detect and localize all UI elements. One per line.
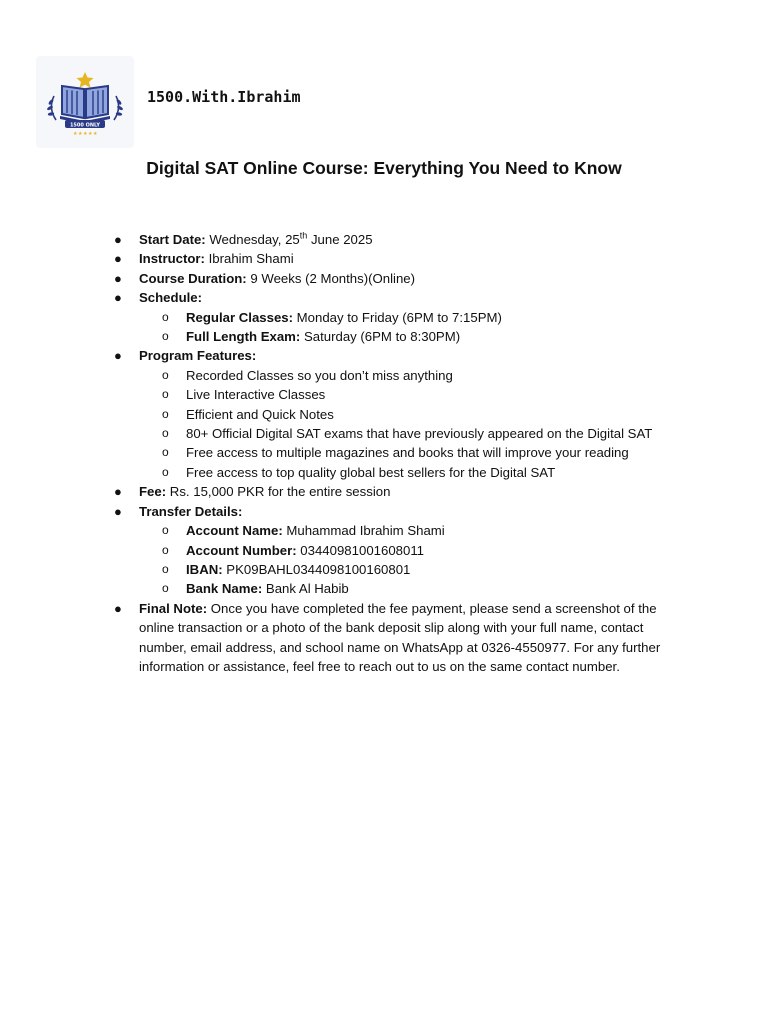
feature-item: [114, 366, 674, 385]
fee-label: Fee:: [139, 484, 167, 500]
instructor-value: Ibrahim Shami: [204, 251, 294, 267]
sub-bullet-icon: o: [162, 426, 169, 441]
list-item-duration: [114, 269, 674, 288]
sub-item-iban: [114, 560, 674, 579]
iban-value: PK09BAHL0344098100160801: [222, 561, 411, 577]
sub-bullet-icon: o: [162, 464, 169, 479]
sub-item-account-number: [114, 541, 674, 560]
sub-bullet-icon: o: [162, 406, 169, 421]
bullet-icon: ●: [114, 484, 122, 500]
regular-classes-value: Monday to Friday (6PM to 7:15PM): [293, 309, 502, 325]
list-item-transfer-details: [114, 502, 674, 521]
svg-text:★: ★: [73, 131, 78, 137]
list-item-instructor: [114, 249, 674, 268]
list-item-program-features: [114, 346, 674, 365]
sub-item-account-name: [114, 521, 674, 540]
program-features-label: Program Features:: [139, 348, 257, 364]
feature-text: 80+ Official Digital SAT exams that have previously appeared on the Digital SAT: [186, 426, 653, 442]
account-number-value: 03440981001608011: [296, 542, 425, 558]
feature-text: Live Interactive Classes: [186, 387, 326, 403]
page-title: Digital SAT Online Course: Everything You Need to Know: [146, 158, 622, 178]
sub-item-regular-classes: [114, 308, 674, 327]
start-date-value: Wednesday, 25: [205, 232, 300, 247]
bullet-icon: ●: [114, 348, 122, 364]
account-name-value: Muhammad Ibrahim Shami: [282, 523, 445, 539]
feature-text: Free access to top quality global best sellers for the Digital SAT: [186, 464, 556, 480]
fee-value: Rs. 15,000 PKR for the entire session: [166, 484, 391, 500]
bullet-icon: ●: [114, 270, 122, 286]
svg-text:★: ★: [88, 131, 93, 137]
instructor-label: Instructor:: [139, 251, 205, 267]
list-item-fee: [114, 482, 674, 501]
sub-item-bank-name: [114, 579, 674, 598]
feature-item: [114, 385, 674, 404]
bullet-icon: ●: [114, 232, 122, 247]
duration-label: Course Duration:: [139, 270, 247, 286]
sub-bullet-icon: o: [162, 542, 169, 557]
start-date-label: Start Date:: [139, 232, 206, 247]
sub-bullet-icon: o: [162, 309, 169, 324]
course-details: [114, 230, 674, 676]
bullet-icon: ●: [114, 600, 122, 616]
svg-text:★: ★: [83, 131, 88, 137]
schedule-label: Schedule:: [139, 290, 203, 306]
feature-text: Free access to multiple magazines and books that will improve your reading: [186, 445, 629, 461]
sub-bullet-icon: o: [162, 561, 169, 576]
duration-value: 9 Weeks (2 Months)(Online): [246, 270, 416, 286]
bullet-icon: ●: [114, 251, 122, 267]
account-name-label: Account Name:: [186, 523, 283, 539]
regular-classes-label: Regular Classes:: [186, 309, 294, 325]
transfer-details-label: Transfer Details:: [139, 503, 243, 519]
feature-text: Efficient and Quick Notes: [186, 406, 334, 422]
final-note-label: Final Note:: [139, 600, 208, 616]
full-length-exam-value: Saturday (6PM to 8:30PM): [300, 329, 461, 345]
bullet-icon: ●: [114, 290, 122, 306]
brand-name: 1500.With.Ibrahim: [147, 88, 301, 106]
sub-bullet-icon: o: [162, 581, 169, 596]
sub-item-full-length-exam: [114, 327, 674, 346]
bank-name-label: Bank Name:: [186, 581, 263, 597]
feature-text: Recorded Classes so you don’t miss anything: [186, 367, 453, 383]
sub-bullet-icon: o: [162, 367, 169, 382]
full-length-exam-label: Full Length Exam:: [186, 329, 301, 345]
feature-item: [114, 424, 674, 443]
iban-label: IBAN:: [186, 561, 223, 577]
account-number-label: Account Number:: [186, 542, 297, 558]
start-date-month: June 2025: [307, 232, 373, 247]
feature-item: [114, 463, 674, 482]
open-book-emblem-icon: [36, 56, 134, 148]
bullet-icon: ●: [114, 503, 122, 519]
sub-bullet-icon: o: [162, 445, 169, 460]
feature-item: [114, 443, 674, 462]
list-item-start-date: [114, 230, 674, 249]
list-item-final-note: [114, 599, 674, 677]
svg-text:★: ★: [78, 131, 83, 137]
final-note-value: Once you have completed the fee payment, please send a screenshot of the online transaction or a photo of the bank deposit slip along with your full name, contact number, email address, and school name on WhatsApp at 0326-4550977. For any further information or assistance, feel free to reach out to us on the same contact number.: [139, 600, 661, 674]
bank-name-value: Bank Al Habib: [262, 581, 349, 597]
sub-bullet-icon: o: [162, 329, 169, 344]
logo-badge-text: 1500 ONLY: [69, 122, 101, 129]
logo: [36, 56, 134, 148]
sub-bullet-icon: o: [162, 523, 169, 538]
sub-bullet-icon: o: [162, 387, 169, 402]
list-item-schedule: [114, 288, 674, 307]
feature-item: [114, 405, 674, 424]
start-date-ordinal: th: [299, 230, 308, 241]
svg-text:★: ★: [93, 131, 98, 137]
